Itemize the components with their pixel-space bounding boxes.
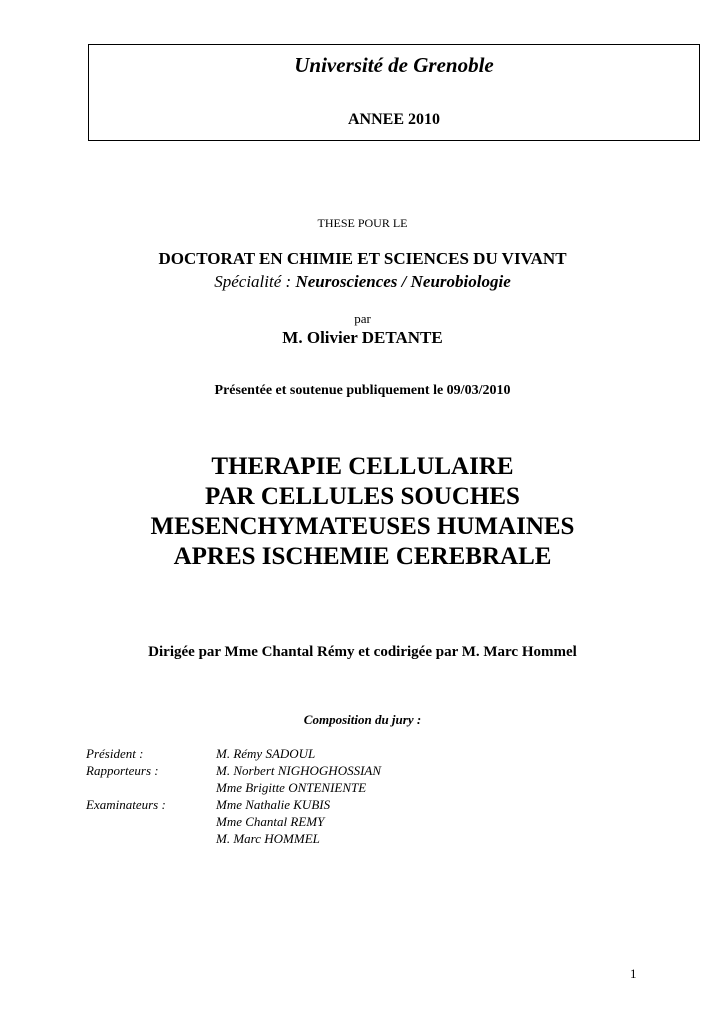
- jury-role: Examinateurs :: [86, 797, 166, 812]
- jury-member-name: M. Norbert NIGHOGHOSSIAN: [216, 763, 382, 778]
- thesis-title-line: THERAPIE CELLULAIRE: [211, 453, 514, 480]
- par-label: par: [354, 311, 371, 326]
- thesis-title-line: MESENCHYMATEUSES HUMAINES: [150, 513, 575, 540]
- thesis-title-line: APRES ISCHEMIE CEREBRALE: [173, 543, 552, 570]
- jury-role: Rapporteurs :: [86, 763, 159, 778]
- specialty-line: [0, 272, 725, 292]
- supervisors-line: Dirigée par Mme Chantal Rémy et codirigée par M. Marc Hommel: [148, 644, 577, 660]
- jury-member-name: M. Rémy SADOUL: [216, 746, 316, 761]
- jury-member-name: Mme Chantal REMY: [216, 814, 325, 829]
- thesis-title: [0, 452, 725, 572]
- degree-title: DOCTORAT EN CHIMIE ET SCIENCES DU VIVANT: [158, 249, 567, 268]
- jury-member-name: M. Marc HOMMEL: [216, 831, 320, 846]
- thesis-intro: THESE POUR LE: [317, 216, 408, 230]
- jury-member-name: Mme Brigitte ONTENIENTE: [216, 780, 367, 795]
- defense-date-line: Présentée et soutenue publiquement le 09/03/2010: [214, 383, 511, 398]
- specialty-label: Spécialité :: [214, 272, 296, 291]
- page-number: 1: [630, 966, 637, 981]
- specialty-value: Neurosciences / Neurobiologie: [295, 272, 511, 291]
- jury-member-name: Mme Nathalie KUBIS: [216, 797, 331, 812]
- university-name: Université de Grenoble: [294, 53, 494, 77]
- jury-heading: Composition du jury :: [303, 712, 422, 727]
- academic-year: ANNEE 2010: [347, 111, 440, 128]
- header-box: [88, 44, 700, 141]
- jury-role: Président :: [86, 746, 144, 761]
- author-name: M. Olivier DETANTE: [282, 328, 443, 347]
- thesis-title-line: PAR CELLULES SOUCHES: [205, 483, 520, 510]
